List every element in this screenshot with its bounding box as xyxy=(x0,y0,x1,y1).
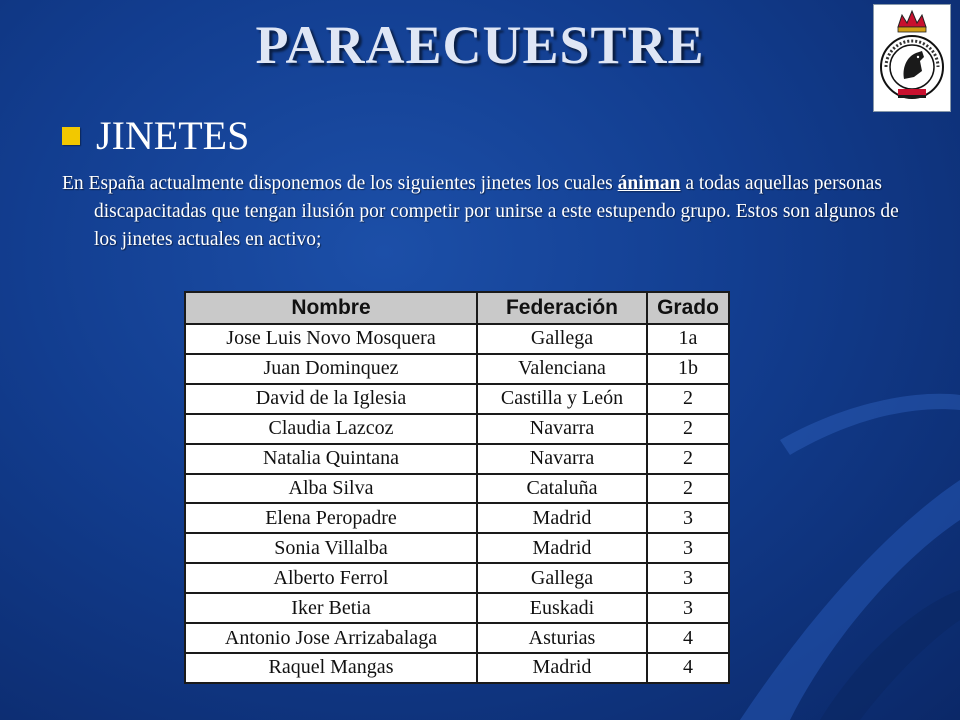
table-header-row xyxy=(185,292,729,324)
cell-grado: 3 xyxy=(647,593,729,623)
cell-federacion: Gallega xyxy=(477,324,647,354)
cell-nombre: Juan Dominquez xyxy=(185,354,477,384)
cell-grado: 3 xyxy=(647,533,729,563)
slide-title: PARAECUESTRE xyxy=(255,15,705,75)
header-federacion: Federación xyxy=(477,292,647,324)
paragraph-text-start: En España actualmente disponemos de los siguientes jinetes los cuales xyxy=(62,173,618,194)
header-grado: Grado xyxy=(647,292,729,324)
bullet-heading-text: JINETES xyxy=(96,113,250,158)
cell-federacion: Euskadi xyxy=(477,593,647,623)
table-row xyxy=(185,354,729,384)
table-row xyxy=(185,474,729,504)
cell-nombre: Natalia Quintana xyxy=(185,444,477,474)
table-row xyxy=(185,653,729,683)
cell-grado: 4 xyxy=(647,653,729,683)
cell-grado: 2 xyxy=(647,444,729,474)
table-row xyxy=(185,444,729,474)
cell-federacion: Navarra xyxy=(477,414,647,444)
cell-federacion: Navarra xyxy=(477,444,647,474)
table-row xyxy=(185,324,729,354)
cell-nombre: Alba Silva xyxy=(185,474,477,504)
table-row xyxy=(185,414,729,444)
cell-federacion: Gallega xyxy=(477,563,647,593)
paragraph-emphasis: ániman xyxy=(617,173,681,194)
cell-nombre: Sonia Villalba xyxy=(185,533,477,563)
table-row xyxy=(185,533,729,563)
cell-federacion: Madrid xyxy=(477,503,647,533)
table-row xyxy=(185,593,729,623)
cell-federacion: Valenciana xyxy=(477,354,647,384)
cell-grado: 2 xyxy=(647,474,729,504)
cell-nombre: Antonio Jose Arrizabalaga xyxy=(185,623,477,653)
cell-federacion: Madrid xyxy=(477,533,647,563)
cell-federacion: Castilla y León xyxy=(477,384,647,414)
bullet-heading xyxy=(62,112,249,159)
cell-federacion: Cataluña xyxy=(477,474,647,504)
riders-table xyxy=(184,291,730,684)
intro-paragraph xyxy=(62,170,914,254)
cell-grado: 2 xyxy=(647,414,729,444)
cell-nombre: Claudia Lazcoz xyxy=(185,414,477,444)
paragraph-text-end: a todas aquellas personas discapacitadas que tengan ilusión por competir por unirse a este estupendo grupo. Estos son algunos de los jinetes actuales en activo; xyxy=(94,173,899,250)
cell-nombre: Iker Betia xyxy=(185,593,477,623)
bullet-square-icon xyxy=(62,127,80,145)
table-row xyxy=(185,623,729,653)
cell-grado: 2 xyxy=(647,384,729,414)
cell-nombre: Jose Luis Novo Mosquera xyxy=(185,324,477,354)
cell-nombre: Raquel Mangas xyxy=(185,653,477,683)
cell-grado: 1a xyxy=(647,324,729,354)
cell-federacion: Asturias xyxy=(477,623,647,653)
cell-nombre: Alberto Ferrol xyxy=(185,563,477,593)
riders-table-container xyxy=(184,291,730,684)
table-row xyxy=(185,503,729,533)
cell-grado: 1b xyxy=(647,354,729,384)
table-row xyxy=(185,384,729,414)
header-nombre: Nombre xyxy=(185,292,477,324)
federation-crest-icon xyxy=(873,4,951,112)
cell-nombre: Elena Peropadre xyxy=(185,503,477,533)
cell-federacion: Madrid xyxy=(477,653,647,683)
cell-grado: 4 xyxy=(647,623,729,653)
cell-grado: 3 xyxy=(647,563,729,593)
table-row xyxy=(185,563,729,593)
cell-grado: 3 xyxy=(647,503,729,533)
cell-nombre: David de la Iglesia xyxy=(185,384,477,414)
